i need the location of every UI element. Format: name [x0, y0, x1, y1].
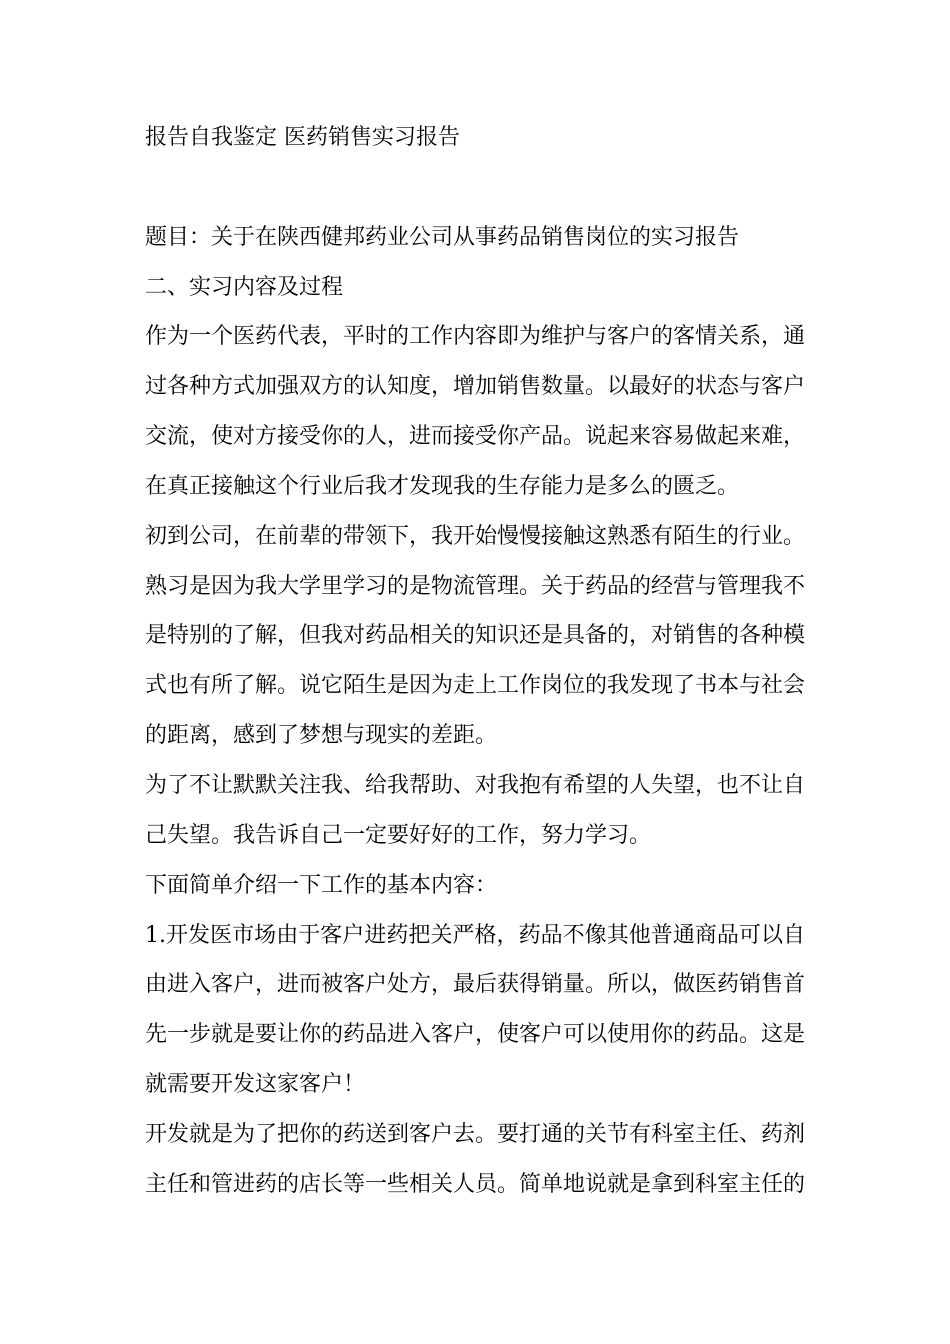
- paragraph-line: 为了不让默默关注我、给我帮助、对我抱有希望的人失望，也不让自: [145, 772, 806, 798]
- document-body: [145, 213, 805, 1210]
- paragraph-line: 主任和管进药的店长等一些相关人员。简单地说就是拿到科室主任的: [145, 1171, 806, 1197]
- paragraph-line: 先一步就是要让你的药品进入客户，使客户可以使用你的药品。这是: [145, 1022, 806, 1048]
- paragraph-line: 由进入客户，进而被客户处方，最后获得销量。所以，做医药销售首: [145, 972, 806, 998]
- paragraph-line: 在真正接触这个行业后我才发现我的生存能力是多么的匮乏。: [145, 473, 740, 499]
- paragraph-line: 开发就是为了把你的药送到客户去。要打通的关节有科室主任、药剂: [145, 1121, 806, 1147]
- blank-line: [145, 163, 805, 213]
- paragraph-7: [145, 911, 805, 1110]
- paragraph-line: 己失望。我告诉自己一定要好好的工作，努力学习。: [145, 822, 652, 848]
- paragraph-5: [145, 761, 805, 861]
- paragraph-line: 作为一个医药代表，平时的工作内容即为维护与客户的客情关系，通: [145, 324, 806, 350]
- paragraph-3: [145, 312, 805, 511]
- paragraph-line: 过各种方式加强双方的认知度，增加销售数量。以最好的状态与客户: [145, 374, 806, 400]
- paragraph-line: 交流，使对方接受你的人，进而接受你产品。说起来容易做起来难，: [145, 424, 806, 450]
- document-content: [145, 113, 805, 1210]
- paragraph-line: 是特别的了解，但我对药品相关的知识还是具备的，对销售的各种模: [145, 623, 806, 649]
- paragraph-line: 就需要开发这家客户！: [145, 1072, 366, 1098]
- paragraph-line: 二、实习内容及过程: [145, 274, 344, 300]
- paragraph-8: [145, 1110, 805, 1210]
- paragraph-4: [145, 512, 805, 761]
- paragraph-line: 下面简单介绍一下工作的基本内容：: [145, 872, 498, 898]
- paragraph-2: [145, 263, 805, 313]
- paragraph-line: 初到公司，在前辈的带领下，我开始慢慢接触这熟悉有陌生的行业。: [145, 523, 806, 549]
- paragraph-line: 1.开发医市场由于客户进药把关严格，药品不像其他普通商品可以自: [145, 922, 805, 948]
- paragraph-6: [145, 861, 805, 911]
- paragraph-1: [145, 213, 805, 263]
- paragraph-line: 式也有所了解。说它陌生是因为走上工作岗位的我发现了书本与社会: [145, 673, 806, 699]
- paragraph-line: 题目：关于在陕西健邦药业公司从事药品销售岗位的实习报告: [145, 224, 740, 250]
- paragraph-line: 的距离，感到了梦想与现实的差距。: [145, 723, 498, 749]
- paragraph-line: 熟习是因为我大学里学习的是物流管理。关于药品的经营与管理我不: [145, 573, 806, 599]
- document-title: 报告自我鉴定 医药销售实习报告: [145, 125, 460, 150]
